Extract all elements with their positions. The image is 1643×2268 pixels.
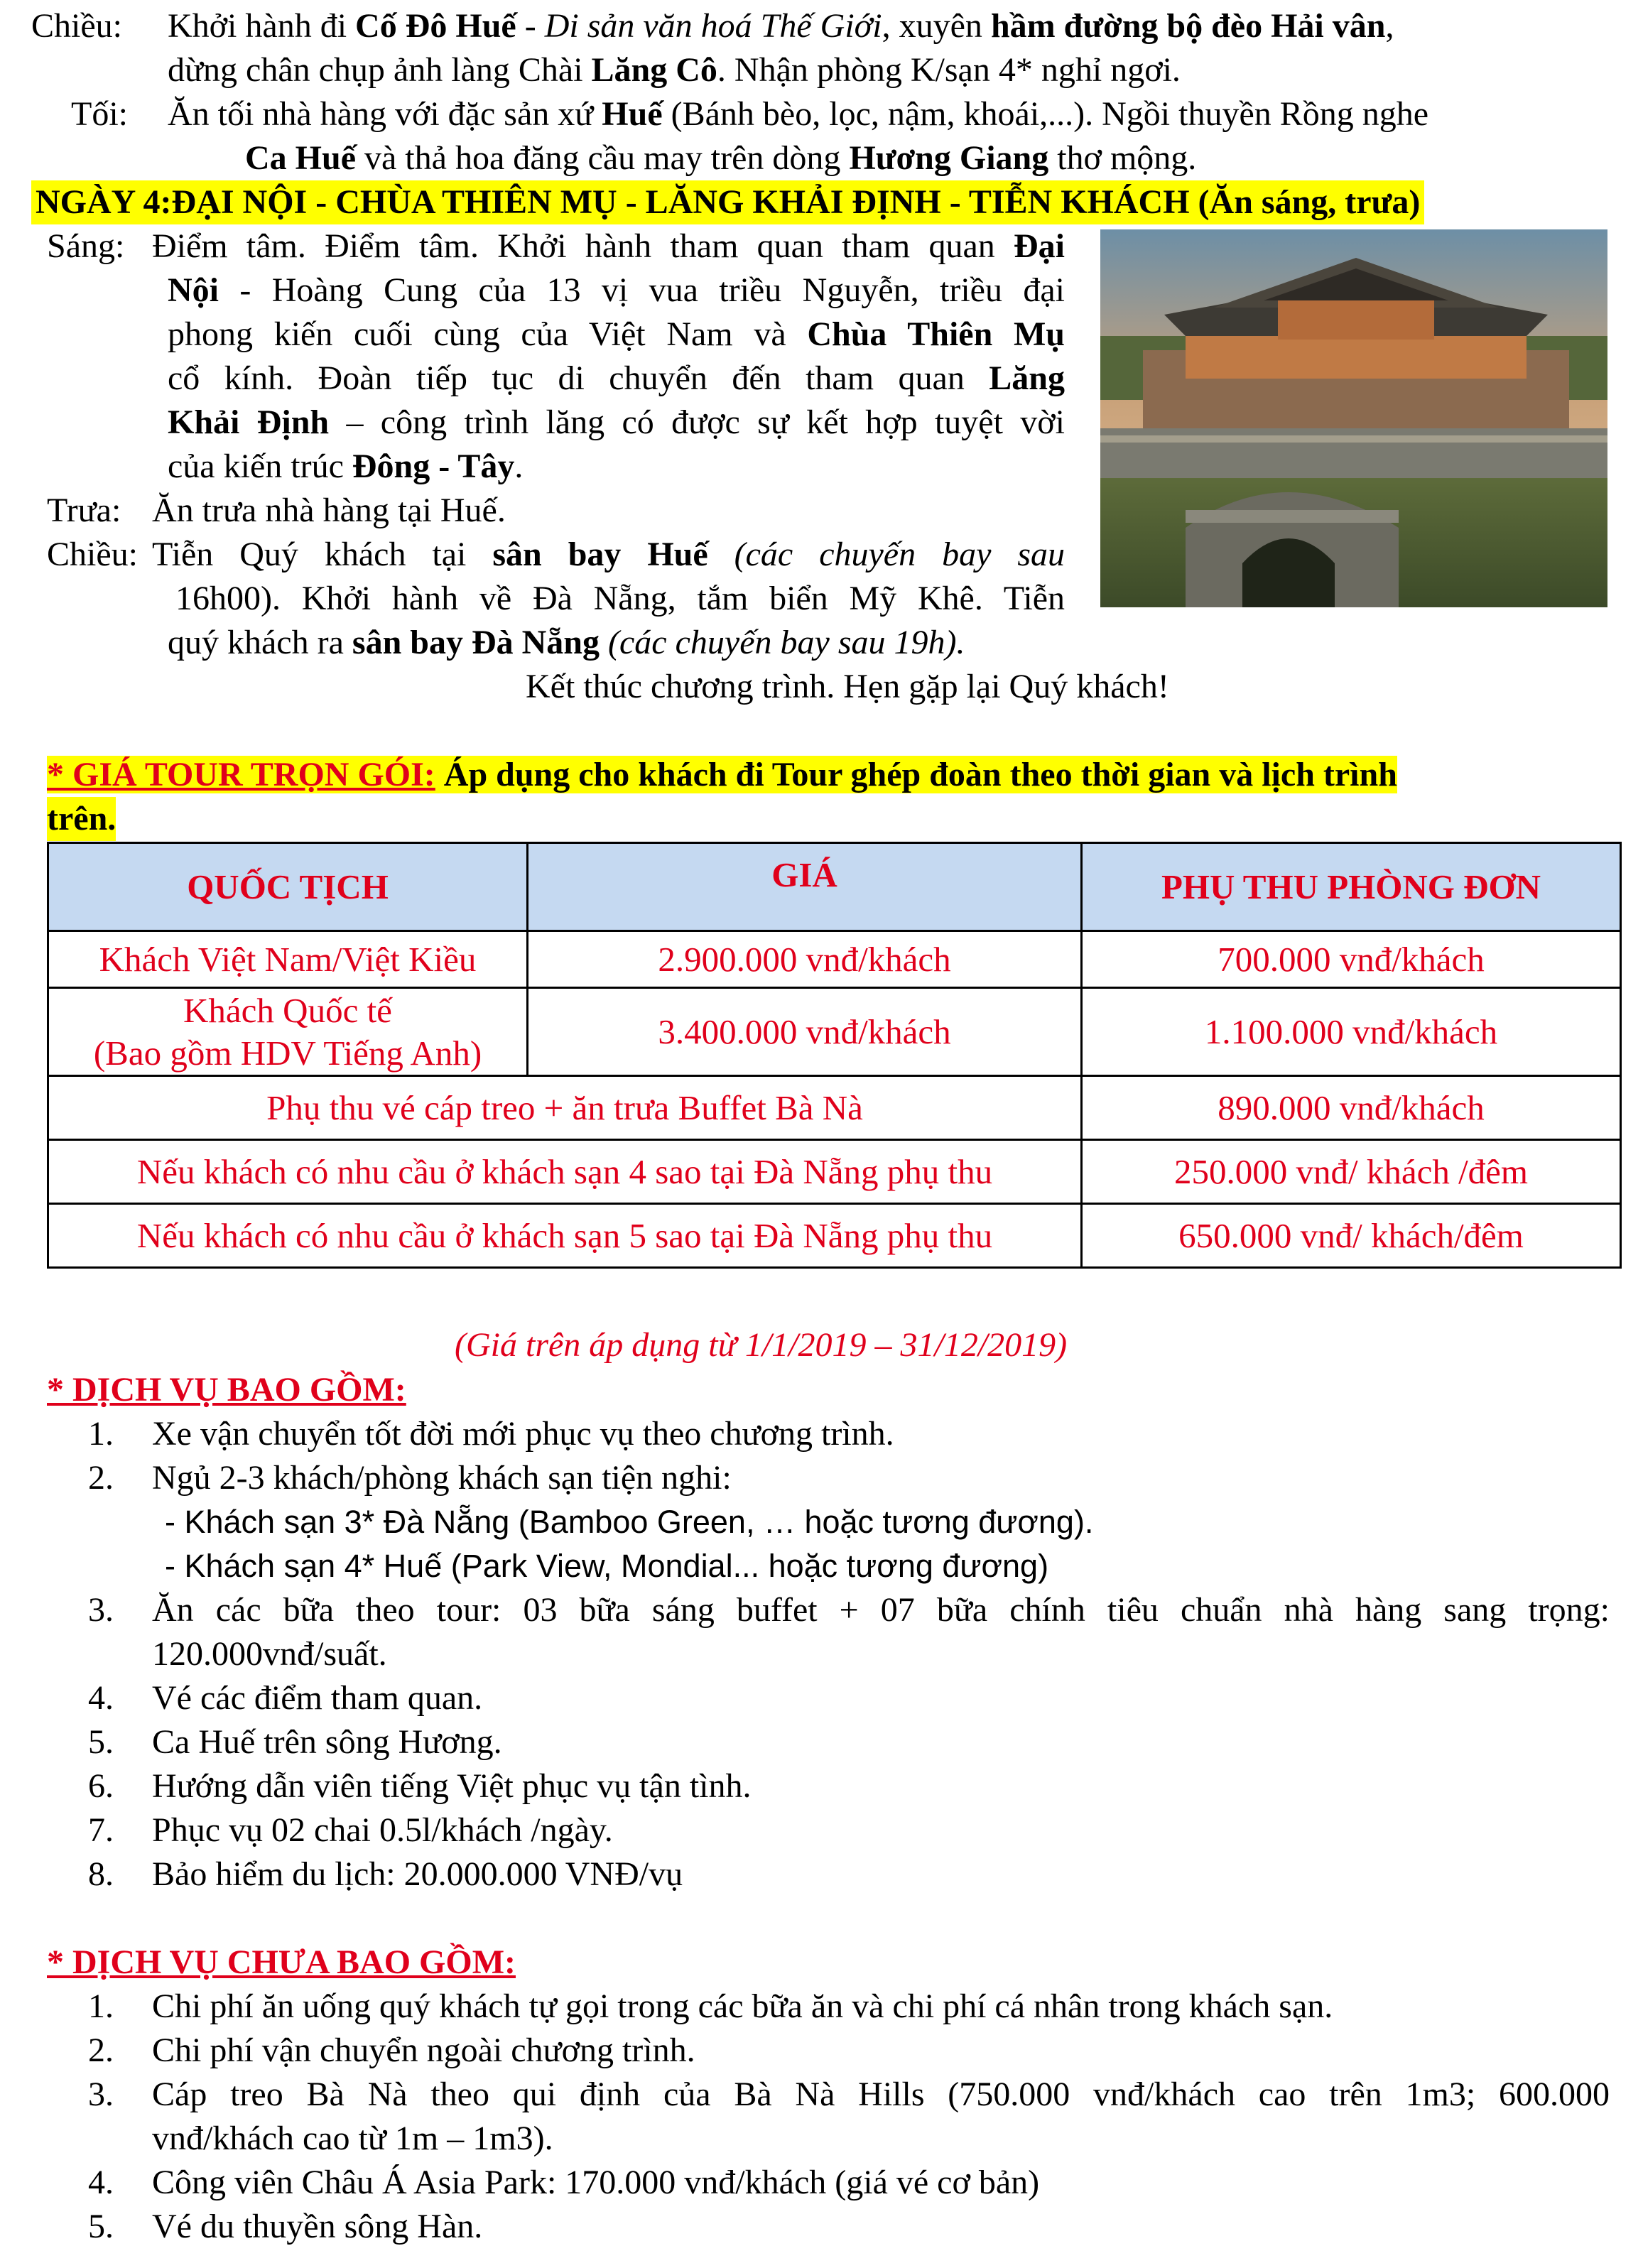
day4-afternoon-label: Chiều: — [47, 536, 138, 573]
list-number: 3. — [88, 2076, 114, 2113]
list-item: Bảo hiểm du lịch: 20.000.000 VNĐ/vụ — [152, 1855, 683, 1893]
list-item: Công viên Châu Á Asia Park: 170.000 vnđ/khách (giá vé cơ bản) — [152, 2164, 1040, 2201]
day4-morning-line6: của kiến trúc Đông - Tây. — [168, 447, 524, 485]
list-number: 8. — [88, 1855, 114, 1893]
list-item: Chi phí vận chuyển ngoài chương trình. — [152, 2031, 695, 2069]
row-surcharge-label: Phụ thu vé cáp treo + ăn trưa Buffet Bà Nà — [48, 1076, 1082, 1140]
row-price: 2.900.000 vnđ/khách — [528, 931, 1082, 988]
row-single: 700.000 vnđ/khách — [1082, 931, 1621, 988]
list-subitem: - Khách sạn 3* Đà Nẵng (Bamboo Green, … hoặc tương đương). — [165, 1504, 1094, 1540]
day4-morning-line5: Khải Định – công trình lăng có được sự kết hợp tuyệt vời — [168, 403, 1065, 441]
day4-afternoon-line2: 16h00). Khởi hành về Đà Nẵng, tắm biển Mỹ Khê. Tiễn — [175, 580, 1065, 617]
list-item: Ăn các bữa theo tour: 03 bữa sáng buffet + 07 bữa chính tiêu chuẩn nhà hàng sang trọng: — [152, 1591, 1610, 1629]
header-price: GIÁ — [528, 843, 1082, 931]
list-item: Cáp treo Bà Nà theo qui định của Bà Nà Hills (750.000 vnđ/khách cao trên 1m3; 600.000 — [152, 2076, 1610, 2113]
price-validity: (Giá trên áp dụng từ 1/1/2019 – 31/12/2019) — [455, 1326, 1068, 1364]
day3-afternoon-line2: dừng chân chụp ảnh làng Chài Lăng Cô. Nhận phòng K/sạn 4* nghỉ ngơi. — [168, 51, 1181, 89]
noon-text: Ăn trưa nhà hàng tại Huế. — [152, 492, 506, 529]
list-number: 1. — [88, 1415, 114, 1453]
row-nationality: Khách Việt Nam/Việt Kiều — [48, 931, 528, 988]
list-number: 6. — [88, 1767, 114, 1805]
list-item: Phục vụ 02 chai 0.5l/khách /ngày. — [152, 1811, 613, 1849]
list-item-cont: vnđ/khách cao từ 1m – 1m3). — [152, 2120, 553, 2157]
list-number: 5. — [88, 1723, 114, 1761]
list-item: Ca Huế trên sông Hương. — [152, 1723, 502, 1761]
hue-citadel-photo — [1100, 229, 1607, 607]
table-row — [48, 1140, 1621, 1204]
row-price: 3.400.000 vnđ/khách — [528, 988, 1082, 1076]
list-item: Vé các điểm tham quan. — [152, 1679, 483, 1717]
table-row — [48, 931, 1621, 988]
row-surcharge-label: Nếu khách có nhu cầu ở khách sạn 5 sao tại Đà Nẵng phụ thu — [48, 1204, 1082, 1268]
day3-afternoon-line1: Khởi hành đi Cố Đô Huế - Di sản văn hoá Thế Giới, xuyên hầm đường bộ đèo Hải vân, — [168, 7, 1394, 45]
header-nationality: QUỐC TỊCH — [48, 843, 528, 931]
list-number: 5. — [88, 2208, 114, 2245]
list-subitem: - Khách sạn 4* Huế (Park View, Mondial... hoặc tương đương) — [165, 1548, 1049, 1584]
row-surcharge-value: 890.000 vnđ/khách — [1082, 1076, 1621, 1140]
list-number: 1. — [88, 1987, 114, 2025]
table-header-row — [48, 843, 1621, 931]
morning-label: Sáng: — [47, 227, 125, 265]
row-single: 1.100.000 vnđ/khách — [1082, 988, 1621, 1076]
row-surcharge-label: Nếu khách có nhu cầu ở khách sạn 4 sao tại Đà Nẵng phụ thu — [48, 1140, 1082, 1204]
day4-morning-line2: Nội - Hoàng Cung của 13 vị vua triều Nguyễn, triều đại — [168, 271, 1065, 309]
excluded-title: * DỊCH VỤ CHƯA BAO GỒM: — [47, 1943, 516, 1981]
row-surcharge-value: 650.000 vnđ/ khách/đêm — [1082, 1204, 1621, 1268]
list-number: 3. — [88, 1591, 114, 1629]
list-item-cont: 120.000vnđ/suất. — [152, 1635, 387, 1673]
day3-evening-line1: Ăn tối nhà hàng với đặc sản xứ Huế (Bánh bèo, lọc, nậm, khoái,...). Ngồi thuyền Rồng nghe — [168, 95, 1429, 133]
table-row — [48, 988, 1621, 1076]
noon-label: Trưa: — [47, 492, 121, 529]
list-item: Ngủ 2-3 khách/phòng khách sạn tiện nghi: — [152, 1459, 732, 1497]
list-item: Chi phí ăn uống quý khách tự gọi trong các bữa ăn và chi phí cá nhân trong khách sạn. — [152, 1987, 1333, 2025]
closing-text: Kết thúc chương trình. Hẹn gặp lại Quý khách! — [526, 668, 1169, 705]
list-number: 2. — [88, 2031, 114, 2069]
row-surcharge-value: 250.000 vnđ/ khách /đêm — [1082, 1140, 1621, 1204]
list-item: Xe vận chuyển tốt đời mới phục vụ theo chương trình. — [152, 1415, 894, 1453]
included-title: * DỊCH VỤ BAO GỒM: — [47, 1371, 406, 1409]
list-number: 7. — [88, 1811, 114, 1849]
day3-evening-line2: Ca Huế và thả hoa đăng cầu may trên dòng Hương Giang thơ mộng. — [245, 139, 1197, 177]
header-single-supplement: PHỤ THU PHÒNG ĐƠN — [1082, 843, 1621, 931]
evening-label: Tối: — [71, 95, 128, 133]
row-nationality: Khách Quốc tế (Bao gồm HDV Tiếng Anh) — [48, 988, 528, 1076]
day4-afternoon-line1: Tiễn Quý khách tại sân bay Huế (các chuyến bay sau — [152, 536, 1065, 573]
list-item: Hướng dẫn viên tiếng Việt phục vụ tận tình. — [152, 1767, 752, 1805]
afternoon-label: Chiều: — [31, 7, 122, 45]
table-row — [48, 1076, 1621, 1140]
day4-heading: NGÀY 4:ĐẠI NỘI - CHÙA THIÊN MỤ - LĂNG KHẢI ĐỊNH - TIỄN KHÁCH (Ăn sáng, trưa) — [31, 180, 1424, 224]
table-row — [48, 1204, 1621, 1268]
list-number: 2. — [88, 1459, 114, 1497]
day4-morning-line3: phong kiến cuối cùng của Việt Nam và Chùa Thiên Mụ — [168, 315, 1065, 353]
list-item: Vé du thuyền sông Hàn. — [152, 2208, 483, 2245]
price-table — [47, 842, 1622, 1269]
day4-morning-line1: Điểm tâm. Điểm tâm. Khởi hành tham quan tham quan Đại — [152, 227, 1065, 265]
day4-morning-line4: cổ kính. Đoàn tiếp tục di chuyển đến tham quan Lăng — [168, 359, 1065, 397]
price-title-line2: trên. — [47, 797, 116, 841]
price-title: * GIÁ TOUR TRỌN GÓI: Áp dụng cho khách đi Tour ghép đoàn theo thời gian và lịch trình — [47, 756, 1397, 793]
day4-afternoon-line3: quý khách ra sân bay Đà Nẵng (các chuyến bay sau 19h). — [168, 624, 965, 661]
list-number: 4. — [88, 1679, 114, 1717]
list-number: 4. — [88, 2164, 114, 2201]
